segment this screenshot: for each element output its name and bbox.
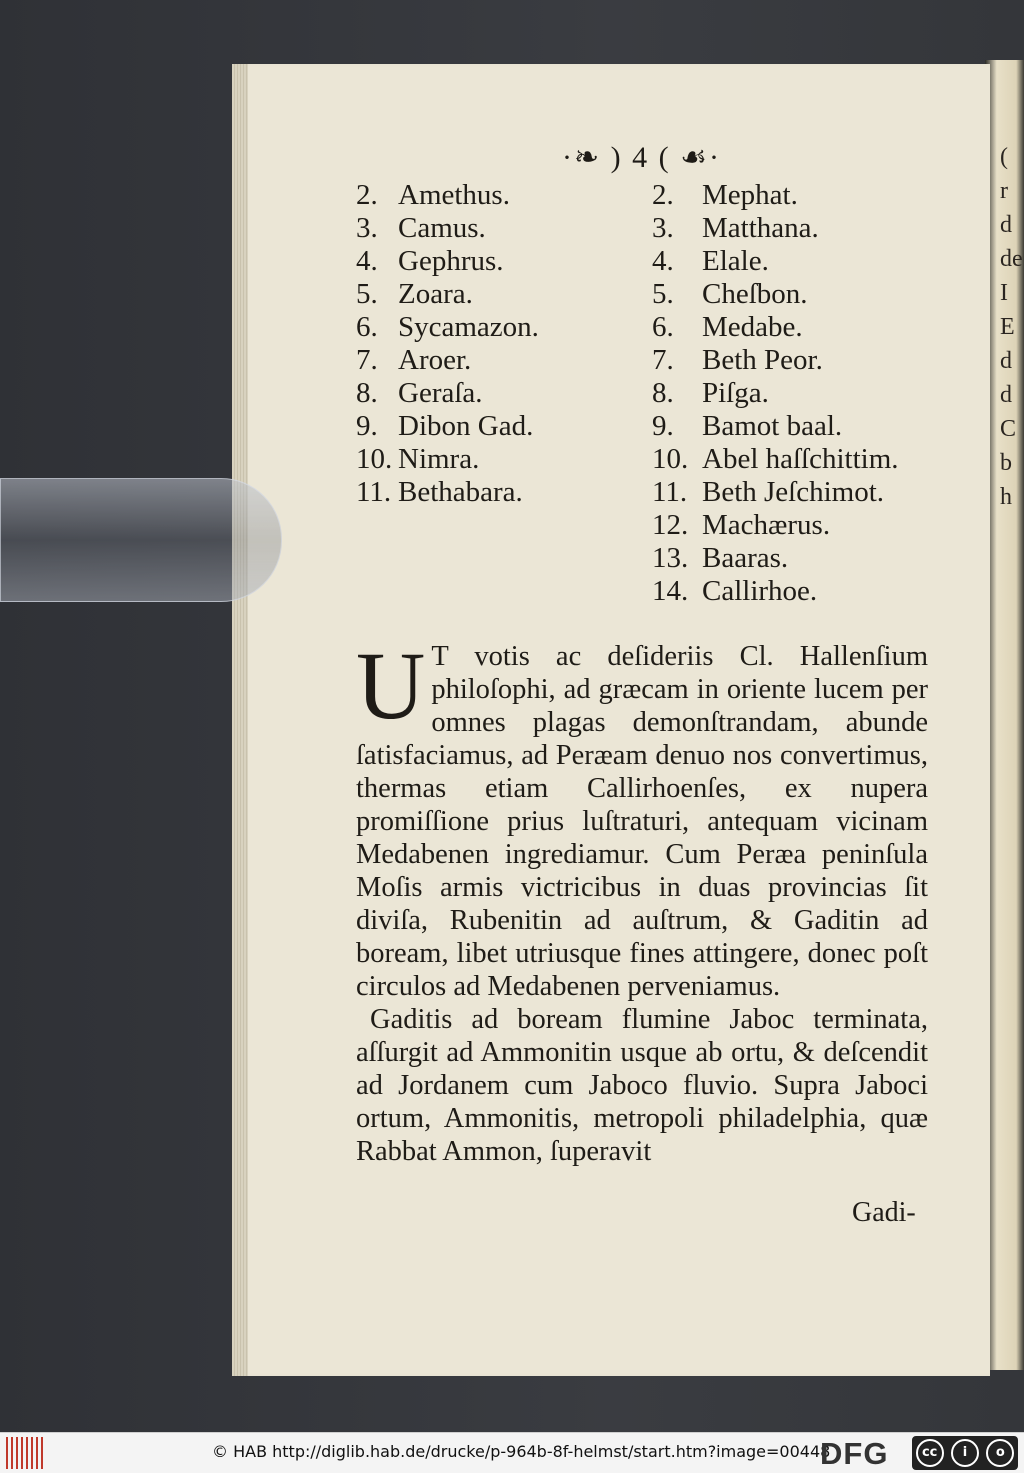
catchword: Gadi- xyxy=(852,1197,916,1228)
main-text xyxy=(356,632,928,1168)
item-name: Baaras. xyxy=(702,542,789,574)
list-item xyxy=(356,278,539,311)
list-item xyxy=(652,212,899,245)
list-item xyxy=(652,542,899,575)
item-name: Cheſbon. xyxy=(702,278,808,310)
item-number: 11. xyxy=(356,476,392,508)
list-item xyxy=(652,377,899,410)
list-item xyxy=(356,377,539,410)
item-number: 6. xyxy=(652,311,674,343)
facing-page-fragment: ( r d de I E d d C b h xyxy=(1000,144,1023,510)
item-number: 7. xyxy=(356,344,378,376)
list-item xyxy=(356,311,539,344)
list-item xyxy=(652,311,899,344)
item-number: 10. xyxy=(652,443,689,475)
item-number: 6. xyxy=(356,311,378,343)
item-number: 2. xyxy=(356,179,378,211)
list-item xyxy=(652,509,899,542)
list-item xyxy=(356,245,539,278)
item-name: Matthana. xyxy=(702,212,819,244)
paragraph-2: Gaditis ad boream flumine Jaboc terminata, aſſurgit ad Ammonitin usque ab ortu, & deſcendit ad Jordanem cum Jaboco fluvio. Supra Jaboci ortum, Ammonitis, metropoli philadelphia, quæ Rabbat Ammon, ſuperavit xyxy=(356,1004,928,1167)
item-number: 9. xyxy=(652,410,674,442)
item-name: Bamot baal. xyxy=(702,410,843,442)
item-number: 5. xyxy=(652,278,674,310)
copyright-link[interactable]: © HAB http://diglib.hab.de/drucke/p-964b-8f-helmst/start.htm?image=00448 xyxy=(212,1442,831,1461)
sa-icon: o xyxy=(986,1439,1014,1467)
list-item xyxy=(652,179,899,212)
paragraph-1 xyxy=(356,632,928,1003)
item-name: Medabe. xyxy=(702,311,803,343)
item-number: 4. xyxy=(356,245,378,277)
item-name: Bethabara. xyxy=(398,476,523,508)
left-place-list xyxy=(356,179,539,509)
item-name: Elale. xyxy=(702,245,769,277)
list-item xyxy=(652,245,899,278)
item-number: 3. xyxy=(356,212,378,244)
item-name: Dibon Gad. xyxy=(398,410,534,442)
item-number: 9. xyxy=(356,410,378,442)
license-badge[interactable] xyxy=(912,1436,1018,1470)
item-name: Machærus. xyxy=(702,509,831,541)
item-number: 8. xyxy=(652,377,674,409)
dfg-logo: DFG xyxy=(820,1436,889,1471)
item-name: Abel haſſchittim. xyxy=(702,443,899,475)
glass-clip xyxy=(0,478,282,602)
drop-cap: U xyxy=(356,632,426,739)
item-number: 11. xyxy=(652,476,688,508)
item-name: Beth Peor. xyxy=(702,344,823,376)
item-number: 4. xyxy=(652,245,674,277)
item-name: Zoara. xyxy=(398,278,473,310)
list-item xyxy=(356,179,539,212)
page-edge xyxy=(232,64,248,1376)
item-number: 13. xyxy=(652,542,689,574)
item-name: Gephrus. xyxy=(398,245,504,277)
item-number: 3. xyxy=(652,212,674,244)
item-name: Sycamazon. xyxy=(398,311,539,343)
item-name: Geraſa. xyxy=(398,377,483,409)
list-item xyxy=(652,278,899,311)
item-name: Beth Jeſchimot. xyxy=(702,476,885,508)
item-name: Camus. xyxy=(398,212,486,244)
list-item xyxy=(652,344,899,377)
item-name: Piſga. xyxy=(702,377,769,409)
item-number: 10. xyxy=(356,443,393,475)
footer-bar xyxy=(0,1432,1024,1473)
list-item xyxy=(356,443,539,476)
item-number: 8. xyxy=(356,377,378,409)
item-number: 14. xyxy=(652,575,689,607)
list-item xyxy=(356,476,539,509)
list-item xyxy=(652,575,899,608)
list-item xyxy=(652,476,899,509)
item-name: Callirhoe. xyxy=(702,575,818,607)
item-name: Amethus. xyxy=(398,179,510,211)
right-place-list xyxy=(652,179,899,608)
item-number: 2. xyxy=(652,179,674,211)
by-icon: i xyxy=(951,1439,979,1467)
list-item xyxy=(356,410,539,443)
item-number: 12. xyxy=(652,509,689,541)
item-name: Mephat. xyxy=(702,179,798,211)
item-number: 5. xyxy=(356,278,378,310)
list-item xyxy=(652,410,899,443)
list-item xyxy=(356,344,539,377)
list-item xyxy=(652,443,899,476)
barcode-icon xyxy=(6,1437,46,1469)
item-number: 7. xyxy=(652,344,674,376)
item-name: Aroer. xyxy=(398,344,472,376)
list-item xyxy=(356,212,539,245)
cc-icon: cc xyxy=(916,1439,944,1467)
item-name: Nimra. xyxy=(398,443,480,475)
paragraph-1-text: T votis ac deſideriis Cl. Hallenſium philoſophi, ad græcam in oriente lucem per omnes plagas demonſtrandam, abunde ſatisfaciamus, ad Peræam denuo nos convertimus, thermas etiam Callirhoenſes, ex nupera promiſſione prius luſtraturi, antequam vicinam Medabenen ingrediamur. Cum Peræa peninſula Moſis armis victricibus in duas provincias ſit diviſa, Rubenitin ad auſtrum, & Gaditin ad boream, libet utriusque fines attingere, donec poſt circulos ad Medabenen perveniamus. xyxy=(356,641,928,1002)
page-header: ·❧ ) 4 ( ☙· xyxy=(562,141,721,174)
